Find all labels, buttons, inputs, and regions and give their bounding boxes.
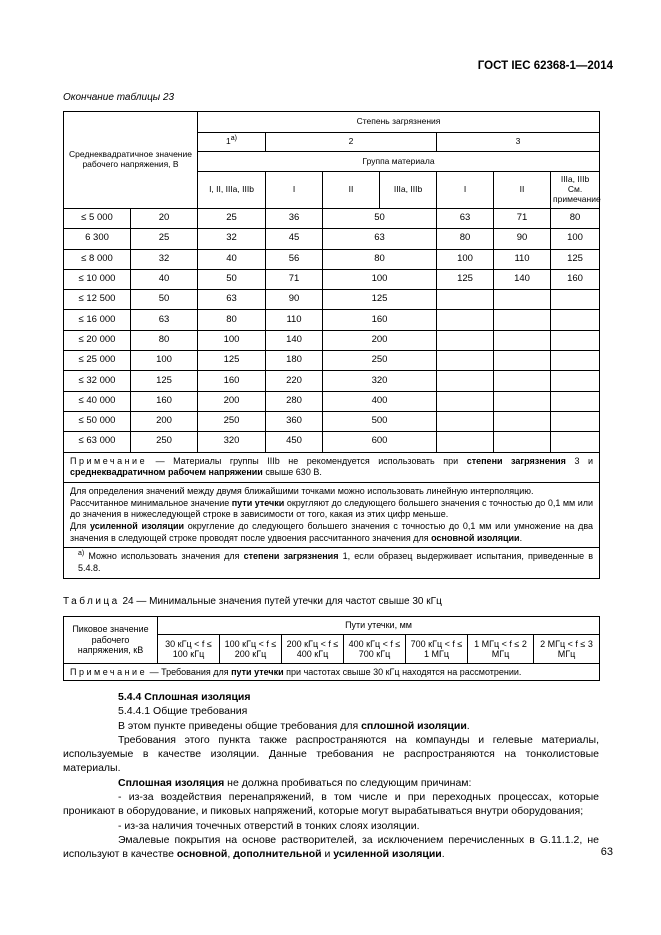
table-23 <box>63 111 600 579</box>
table-cell: 80 <box>323 249 437 269</box>
header-group: IIIa, IIIb См. примечание <box>551 172 600 209</box>
table-cell <box>551 310 600 330</box>
table-cell: 25 <box>198 209 266 229</box>
table-cell: 63 <box>437 209 494 229</box>
table-cell <box>494 411 551 431</box>
table-24 <box>63 616 600 681</box>
header-group: I, II, IIIa, IIIb <box>198 172 266 209</box>
table-cell: 320 <box>198 432 266 452</box>
table-row <box>64 371 600 391</box>
table-cell: 100 <box>323 269 437 289</box>
table-cell: 160 <box>551 269 600 289</box>
table-cell <box>437 432 494 452</box>
table-row <box>64 290 600 310</box>
header-working-voltage: Среднеквадратичное значение рабочего напряжения, В <box>64 112 198 209</box>
list-item: - из-за наличия точечных отверстий в тонких слоях изоляции. <box>118 819 420 832</box>
table-cell <box>494 310 551 330</box>
table-cell: 125 <box>323 290 437 310</box>
header-material-group: Группа материала <box>198 152 600 172</box>
table-cell <box>437 290 494 310</box>
table-cell: ≤ 16 000 <box>64 310 131 330</box>
table-cell: ≤ 63 000 <box>64 432 131 452</box>
table-cell: 50 <box>323 209 437 229</box>
list-item: - из-за воздействия перенапряжений, в том числе и при переходных процессах, которые проникают в оборудование, и пиковых напряжений, которые могут вырабатываться внутри оборудования; <box>63 791 599 818</box>
page-number: 63 <box>600 846 613 858</box>
table-cell: 71 <box>494 209 551 229</box>
header-peak-voltage: Пиковое значение рабочего напряжения, кВ <box>64 617 158 664</box>
table23-caption: Окончание таблицы 23 <box>63 92 175 103</box>
table-cell: 500 <box>323 411 437 431</box>
header-frequency-range: 200 кГц < f ≤ 400 кГц <box>282 635 344 664</box>
table-cell <box>494 371 551 391</box>
header-group: II <box>323 172 380 209</box>
table-row <box>64 269 600 289</box>
table-cell <box>551 351 600 371</box>
table-cell: 160 <box>198 371 266 391</box>
table-cell: 200 <box>198 391 266 411</box>
table-row <box>64 209 600 229</box>
table-cell <box>437 351 494 371</box>
table-cell: 160 <box>323 310 437 330</box>
table-cell: 90 <box>266 290 323 310</box>
footnote-mark: a) <box>230 135 237 143</box>
table-cell <box>494 391 551 411</box>
table-cell: 180 <box>266 351 323 371</box>
section-heading: 5.4.4 Сплошная изоляция <box>118 691 251 703</box>
header-frequency-range: 100 кГц < f ≤ 200 кГц <box>220 635 282 664</box>
table-cell: 32 <box>131 249 198 269</box>
table-cell: 90 <box>494 229 551 249</box>
header-frequency-range: 400 кГц < f ≤ 700 кГц <box>344 635 406 664</box>
document-header: ГОСТ IEC 62368-1—2014 <box>477 60 613 72</box>
table-cell: 45 <box>266 229 323 249</box>
table-cell <box>437 371 494 391</box>
table23-footnote: $^{a)}$ Можно использовать значения для степени загрязнения 1, если образец выдерживает испытания, приведенные в 5.4.8. <box>64 548 600 578</box>
table-cell: 400 <box>323 391 437 411</box>
table-row <box>64 432 600 452</box>
table-cell: 63 <box>323 229 437 249</box>
table-cell: 25 <box>131 229 198 249</box>
table-cell: 56 <box>266 249 323 269</box>
table-cell: 110 <box>494 249 551 269</box>
table-cell: ≤ 32 000 <box>64 371 131 391</box>
paragraph: Эмалевые покрытия на основе растворителей, за исключением перечисленных в G.11.1.2, не используют в качестве основной, дополнительной и усиленной изоляции. <box>63 833 599 861</box>
table-cell: 80 <box>198 310 266 330</box>
table-cell: 125 <box>131 371 198 391</box>
table-cell: 20 <box>131 209 198 229</box>
table-cell: 250 <box>198 411 266 431</box>
table-row <box>64 249 600 269</box>
table-cell: ≤ 5 000 <box>64 209 131 229</box>
table-cell: 600 <box>323 432 437 452</box>
table-cell <box>551 411 600 431</box>
header-group: IIIa, IIIb <box>380 172 437 209</box>
table-cell: ≤ 20 000 <box>64 330 131 350</box>
table-cell: 32 <box>198 229 266 249</box>
table-cell <box>551 391 600 411</box>
header-degree-3: 3 <box>437 133 600 152</box>
table-cell: 63 <box>131 310 198 330</box>
table-cell <box>551 371 600 391</box>
table-cell <box>551 290 600 310</box>
table-cell: ≤ 25 000 <box>64 351 131 371</box>
header-pollution-degree: Степень загрязнения <box>198 112 600 133</box>
table-cell: 140 <box>494 269 551 289</box>
table-cell <box>494 330 551 350</box>
table24-caption: Таблица 24 — Минимальные значения путей утечки для частот свыше 30 кГц <box>63 596 442 607</box>
table-cell: 40 <box>131 269 198 289</box>
paragraph: Требования этого пункта также распространяются на компаунды и гелевые материалы, используемые в качестве изоляции. Данные требования не распространяются на тонколистовые материалы. <box>63 733 599 775</box>
table-cell: 6 300 <box>64 229 131 249</box>
table-cell: ≤ 8 000 <box>64 249 131 269</box>
table23-note-1: Примечание — Материалы группы IIIb не рекомендуется использовать при степени загрязнения 3 и среднеквадратичном рабочем напряжении свыше 630 В. <box>64 452 600 482</box>
table-cell: 360 <box>266 411 323 431</box>
header-frequency-range: 2 МГц < f ≤ 3 МГц <box>534 635 600 664</box>
header-frequency-range: 1 МГц < f ≤ 2 МГц <box>468 635 534 664</box>
subsection-heading: 5.4.4.1 Общие требования <box>118 705 248 718</box>
table-cell: 320 <box>323 371 437 391</box>
table-cell: 80 <box>131 330 198 350</box>
table-cell: 80 <box>437 229 494 249</box>
table-cell <box>437 391 494 411</box>
table-row <box>64 330 600 350</box>
header-group: I <box>437 172 494 209</box>
table-cell: 125 <box>551 249 600 269</box>
table-cell: ≤ 50 000 <box>64 411 131 431</box>
table-cell: 100 <box>131 351 198 371</box>
table-cell: 100 <box>437 249 494 269</box>
table24-note: Примечание — Требования для пути утечки при частотах свыше 30 кГц находятся на рассмотрении. <box>64 664 600 681</box>
paragraph: В этом пункте приведены общие требования для сплошной изоляции. <box>118 719 470 732</box>
table-cell: 220 <box>266 371 323 391</box>
table-cell: ≤ 12 500 <box>64 290 131 310</box>
header-degree-2: 2 <box>266 133 437 152</box>
header-frequency-range: 30 кГц < f ≤ 100 кГц <box>158 635 220 664</box>
table-cell: 36 <box>266 209 323 229</box>
table-cell: 50 <box>131 290 198 310</box>
table-cell <box>437 310 494 330</box>
table-row <box>64 391 600 411</box>
table-cell: 125 <box>198 351 266 371</box>
table-cell: 100 <box>551 229 600 249</box>
table-cell <box>494 351 551 371</box>
table-cell: 200 <box>323 330 437 350</box>
table-cell <box>551 432 600 452</box>
header-group: I <box>266 172 323 209</box>
table-cell: 450 <box>266 432 323 452</box>
table-cell: 40 <box>198 249 266 269</box>
table-cell: 250 <box>323 351 437 371</box>
table-cell <box>551 330 600 350</box>
table-cell: 100 <box>198 330 266 350</box>
table-cell: 280 <box>266 391 323 411</box>
table-row <box>64 351 600 371</box>
table-cell: 160 <box>131 391 198 411</box>
table-cell: 71 <box>266 269 323 289</box>
table-cell: 80 <box>551 209 600 229</box>
header-group: II <box>494 172 551 209</box>
paragraph: Сплошная изоляция не должна пробиваться по следующим причинам: <box>118 776 472 789</box>
table-cell: ≤ 40 000 <box>64 391 131 411</box>
table-cell <box>494 432 551 452</box>
table-row <box>64 229 600 249</box>
table-cell <box>437 411 494 431</box>
table-row <box>64 310 600 330</box>
table-cell: ≤ 10 000 <box>64 269 131 289</box>
table-cell <box>437 330 494 350</box>
table-cell: 110 <box>266 310 323 330</box>
header-degree-1: 1$^{a)}$ <box>198 133 266 152</box>
table-cell <box>494 290 551 310</box>
header-creepage: Пути утечки, мм <box>158 617 600 635</box>
section-5-4-4 <box>63 690 599 862</box>
table23-note-2: Для определения значений между двумя ближайшими точками можно использовать линейную интерполяцию. Рассчитанное минимальное значение пути утечки округляют до следующего большего значения с точностью до 0,1 мм или до значения в нижеследующей строке в зависимости от того, какая из этих цифр меньше. Для усиленной изоляции округление до следующего большего значения с точностью до 0,1 мм или умножение на два значения в следующей строке проводят после удвоения рассчитанного значения для основной изоляции. <box>64 482 600 547</box>
table-cell: 140 <box>266 330 323 350</box>
table-cell: 250 <box>131 432 198 452</box>
table-cell: 200 <box>131 411 198 431</box>
table-cell: 125 <box>437 269 494 289</box>
table-row <box>64 411 600 431</box>
table-cell: 63 <box>198 290 266 310</box>
table-cell: 50 <box>198 269 266 289</box>
header-frequency-range: 700 кГц < f ≤ 1 МГц <box>406 635 468 664</box>
